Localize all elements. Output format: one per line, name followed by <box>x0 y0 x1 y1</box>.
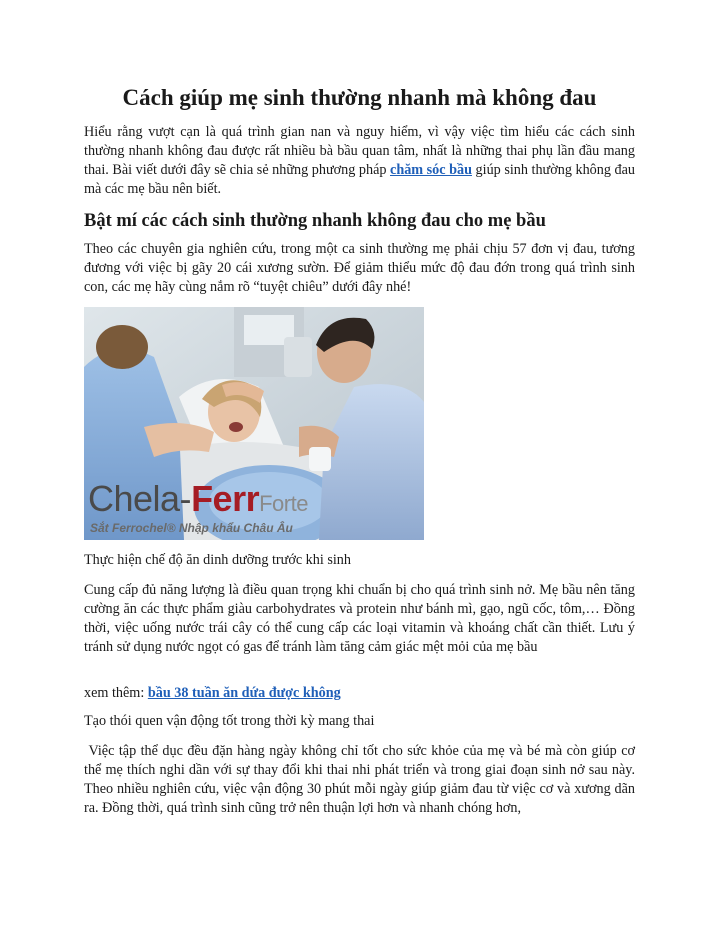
intro-text-after: giúp sinh thường không đau mà các mẹ bầu nên biết. <box>84 162 635 197</box>
care-link[interactable]: chăm sóc bầu <box>390 162 472 178</box>
nutrition-caption: Thực hiện chế độ ăn dinh dưỡng trước khi sinh <box>84 552 351 568</box>
watermark-brand-3: Forte <box>259 491 308 516</box>
intro-paragraph <box>84 123 635 199</box>
exercise-paragraph: Việc tập thể dục đều đặn hàng ngày không chỉ tốt cho sức khỏe của mẹ và bé mà còn giúp cơ thể mẹ thích nghi dần với sự thay đổi khi thai nhi phát triển và trong giai đoạn sinh nở sau này. Theo nhiều nghiên cứu, việc vận động 30 phút mỗi ngày giúp giảm đau từ việc cơ và xương dãn ra. Đồng thời, quá trình sinh cũng trở nên thuận lợi hơn và nhanh chóng hơn, <box>84 743 639 816</box>
watermark-logo <box>88 478 308 522</box>
intro-text-before: Hiểu rằng vượt cạn là quá trình gian nan và nguy hiểm, vì vậy việc tìm hiểu các cách sinh thường nhanh không đau được rất nhiều bà bầu quan tâm, nhất là những thai phụ lần đầu mang thai. Bài viết dưới đây sẽ chia sẻ những phương pháp <box>84 124 635 178</box>
section-heading: Bật mí các cách sinh thường nhanh không đau cho mẹ bầu <box>84 211 546 231</box>
exercise-caption: Tạo thói quen vận động tốt trong thời kỳ mang thai <box>84 713 375 729</box>
see-more-line <box>84 684 635 703</box>
pineapple-link[interactable]: bầu 38 tuần ăn dứa được không <box>147 685 341 701</box>
article-title: Cách giúp mẹ sinh thường nhanh mà không đau <box>122 85 597 110</box>
nutrition-paragraph: Cung cấp đủ năng lượng là điều quan trọng khi chuẩn bị cho quá trình sinh nở. Mẹ bầu nên tăng cường ăn các thực phẩm giàu carbohydrates và protein như bánh mì, gạo, ngũ cốc, tôm,… Đồng thời, việc uống nước trái cây có thể cung cấp các loại vitamin và khoáng chất cần thiết. Lưu ý tránh sử dụng nước ngọt có gas để tránh làm tăng cảm giác mệt mỏi của mẹ bầu <box>84 582 635 655</box>
article-photo <box>84 307 424 540</box>
see-more-prefix: xem thêm: <box>84 685 148 701</box>
watermark-brand-2: Ferr <box>191 478 260 519</box>
watermark-brand-1: Chela- <box>88 478 192 519</box>
pain-paragraph: Theo các chuyên gia nghiên cứu, trong một ca sinh thường mẹ phải chịu 57 đơn vị đau, tương đương với việc bị gãy 20 cái xương sườn. Để giảm thiểu mức độ đau đớn trong quá trình sinh con, các mẹ hãy cùng nắm rõ “tuyệt chiêu” dưới đây nhé! <box>84 241 635 295</box>
watermark-subtitle: Sắt Ferrochel® Nhập khẩu Châu Âu <box>90 521 293 535</box>
